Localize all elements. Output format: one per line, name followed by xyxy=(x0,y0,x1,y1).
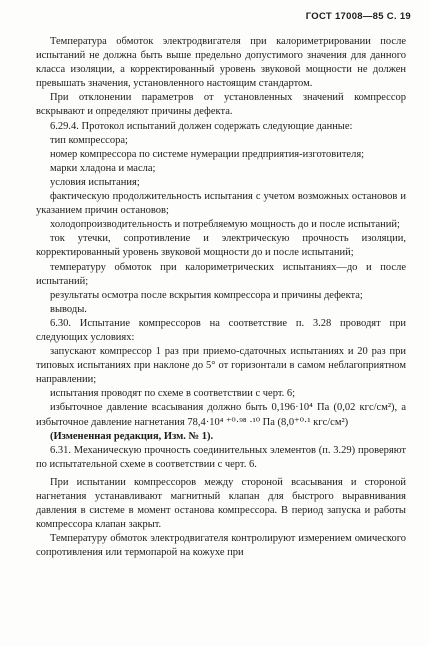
paragraph: условия испытания; xyxy=(50,176,140,188)
paragraph: 6.30. Испытание компрессоров на соответствие п. 3.28 проводят при следующих условиях: xyxy=(36,317,406,343)
paragraph: температуру обмоток при калориметрических испытаниях—до и после испытаний; xyxy=(36,261,406,287)
paragraph: запускают компрессор 1 раз при приемо-сдаточных испытаниях и 20 раз при типовых испытаниях при наклоне до 5° от горизонтали в самом неблагоприятном направлении; xyxy=(36,346,406,386)
paragraph: фактическую продолжительность испытания с учетом возможных остановов и указанием причин остановов; xyxy=(36,191,406,217)
paragraph: Температуру обмоток электродвигателя контролируют измерением омического сопротивления или термопарой на кожухе при xyxy=(36,533,406,559)
paragraph: выводы. xyxy=(50,303,87,315)
paragraph: марки хладона и масла; xyxy=(50,162,156,174)
paragraph: 6.29.4. Протокол испытаний должен содержать следующие данные: xyxy=(50,120,353,132)
paragraph: избыточное давление всасывания должно быть 0,196·10⁴ Па (0,02 кгс/см²), а избыточное давление нагнетания 78,4·10⁴ ⁺⁰·⁹⁸ ·¹⁰ Па (8,0⁺⁰·¹ кгс/см²) xyxy=(36,402,406,428)
paragraph: тип компрессора; xyxy=(50,134,128,146)
paragraph: испытания проводят по схеме в соответствии с черт. 6; xyxy=(50,388,296,400)
paragraph: ток утечки, сопротивление и электрическую прочность изоляции, корректированный уровень звуковой мощности до и после испытаний; xyxy=(36,233,406,259)
page-header: ГОСТ 17008—85 С. 19 xyxy=(305,11,411,22)
paragraph: Температура обмоток электродвигателя при калориметрировании после испытаний не должна быть выше предельно допустимого значения для данного класса изоляции, а корректированный уровень звуковой мощности не должен превышать значения, установленного настоящим стандартом. xyxy=(36,36,406,90)
paragraph: При отклонении параметров от установленных значений компрессор вскрывают и определяют причины дефекта. xyxy=(36,92,406,118)
paragraph: холодопроизводительность и потребляемую мощность до и после испытаний; xyxy=(50,219,400,231)
paragraph: При испытании компрессоров между стороной всасывания и стороной нагнетания устанавливают магнитный клапан для быстрого выравнивания давления в системе в момент останова компрессора. В период запуска и работы компрессора клапан закрыт. xyxy=(36,476,406,531)
paragraph: результаты осмотра после вскрытия компрессора и причины дефекта; xyxy=(50,289,363,301)
paragraph: номер компрессора по системе нумерации предприятия-изготовителя; xyxy=(50,148,365,160)
amendment-note: (Измененная редакция, Изм. № 1). xyxy=(50,430,214,442)
document-body xyxy=(36,35,406,560)
paragraph: 6.31. Механическую прочность соединительных элементов (п. 3.29) проверяют по испытательной схеме в соответствии с черт. 6. xyxy=(36,444,406,470)
